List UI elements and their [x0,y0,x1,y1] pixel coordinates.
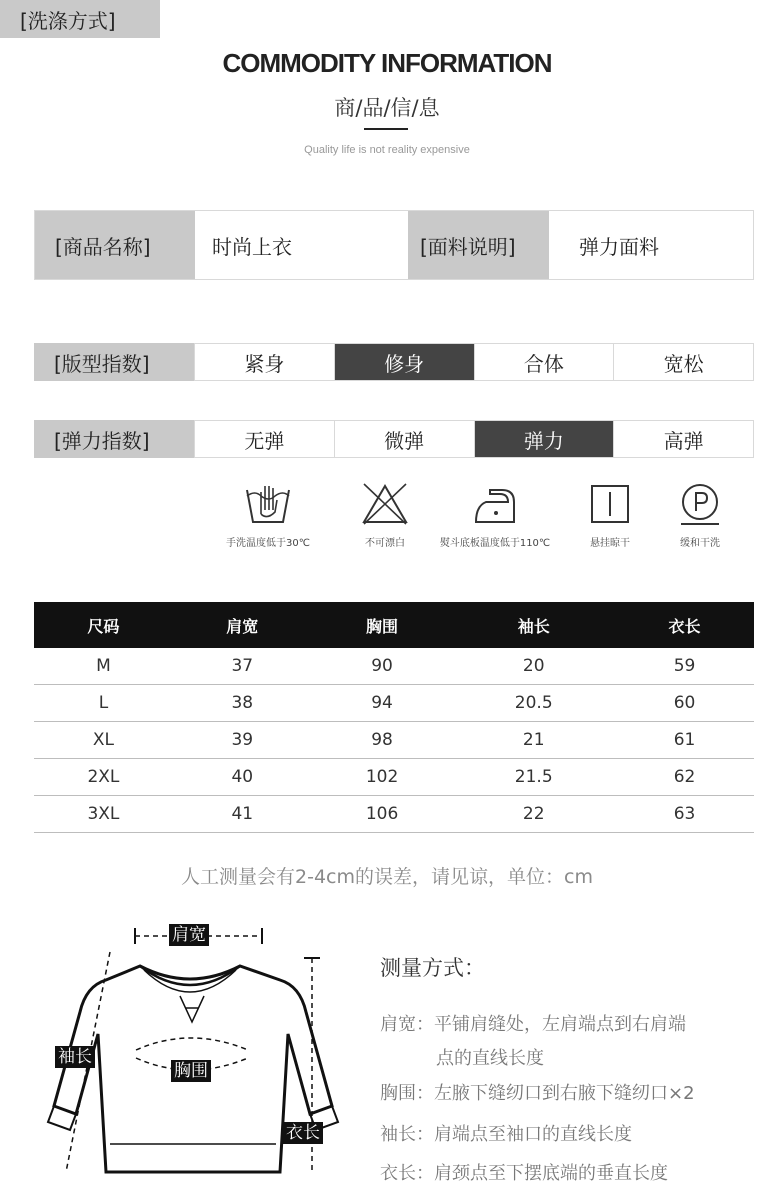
cell-sleeve: 21 [452,722,615,759]
elastic-option: 弹力 [474,421,614,457]
cell-shoulder: 38 [173,685,312,722]
iron-icon [470,480,520,528]
fit-index-label: [版型指数] [34,343,194,381]
cell-length: 61 [615,722,754,759]
measure-line: 肩宽：平铺肩缝处，左肩端点到右肩端 [380,1014,686,1035]
cell-length: 63 [615,796,754,833]
wash-item-hang [578,480,642,549]
elastic-index-row [34,420,754,458]
elastic-option: 高弹 [613,421,753,457]
table-row [34,648,754,685]
cell-sleeve: 20 [452,648,615,685]
elastic-option: 微弹 [334,421,474,457]
title-divider [364,128,408,130]
fabric-value: 弹力面料 [579,234,659,259]
fabric-label: [面料说明] [408,211,549,279]
cell-shoulder: 37 [173,648,312,685]
elastic-index-options [194,420,754,458]
wash-label: [洗涤方式] [0,0,160,38]
measure-line: 袖长：肩端点至袖口的直线长度 [380,1124,632,1145]
wash-item-iron [432,480,558,549]
measure-title: 测量方式： [380,956,485,980]
table-row [34,722,754,759]
wash-caption: 熨斗底板温度低于110℃ [439,538,551,549]
cell-length: 62 [615,759,754,796]
measure-line: 衣长：肩颈点至下摆底端的垂直长度 [380,1163,668,1184]
cell-size: 2XL [34,759,173,796]
elastic-index-label: [弹力指数] [34,420,194,458]
cell-size: M [34,648,173,685]
measure-line: 胸围：左腋下缝纫口到右腋下缝纫口×2 [380,1083,695,1104]
wash-caption: 缓和干洗 [680,538,720,549]
cell-length: 60 [615,685,754,722]
wash-caption: 手洗温度低于30℃ [226,538,310,549]
wash-caption: 悬挂晾干 [590,538,630,549]
product-name-value: 时尚上衣 [212,234,292,259]
sleeve-tag: 袖长 [55,1046,95,1068]
size-table [34,602,754,833]
table-row [34,685,754,722]
shoulder-tag: 肩宽 [169,924,209,946]
cell-length: 59 [615,648,754,685]
cell-size: L [34,685,173,722]
wash-item-bleach [350,480,420,549]
fit-option: 合体 [474,344,614,380]
cell-sleeve: 20.5 [452,685,615,722]
title-english: COMMODITY INFORMATION [222,48,552,78]
wash-item-dryclean [668,480,732,549]
measure-line: 点的直线长度 [436,1048,544,1069]
elastic-option: 无弹 [244,428,285,453]
header-chest: 胸围 [312,602,453,648]
wash-item-hand [218,480,318,549]
fit-option: 修身 [334,344,474,380]
product-info-row [34,210,754,280]
product-name-label: [商品名称] [35,211,195,279]
header-length: 衣长 [615,602,754,648]
fit-index-row [34,343,754,381]
fit-option: 宽松 [613,344,753,380]
cell-shoulder: 40 [173,759,312,796]
title-chinese: 商/品/信/息 [334,96,440,120]
cell-chest: 90 [312,648,453,685]
fit-option: 紧身 [244,351,285,376]
cell-chest: 106 [312,796,453,833]
cell-chest: 94 [312,685,453,722]
cell-shoulder: 39 [173,722,312,759]
cell-shoulder: 41 [173,796,312,833]
length-tag: 衣长 [283,1122,323,1144]
table-row [34,796,754,833]
header-sleeve: 袖长 [452,602,615,648]
cell-sleeve: 22 [452,796,615,833]
size-table-header [34,602,754,648]
cell-size: 3XL [34,796,173,833]
hang-dry-icon [585,480,635,528]
header-size: 尺码 [34,602,173,648]
subtitle: Quality life is not reality expensive [304,144,470,156]
cell-sleeve: 21.5 [452,759,615,796]
hand-wash-icon [243,480,293,528]
cell-chest: 102 [312,759,453,796]
measurement-note: 人工测量会有2-4cm的误差，请见谅，单位：cm [181,866,593,888]
wash-caption: 不可漂白 [365,538,405,549]
table-row [34,759,754,796]
cell-chest: 98 [312,722,453,759]
fit-index-options [194,343,754,381]
chest-tag: 胸围 [171,1060,211,1082]
dry-clean-icon [675,480,725,528]
cell-size: XL [34,722,173,759]
header-shoulder: 肩宽 [173,602,312,648]
no-bleach-icon [360,480,410,528]
